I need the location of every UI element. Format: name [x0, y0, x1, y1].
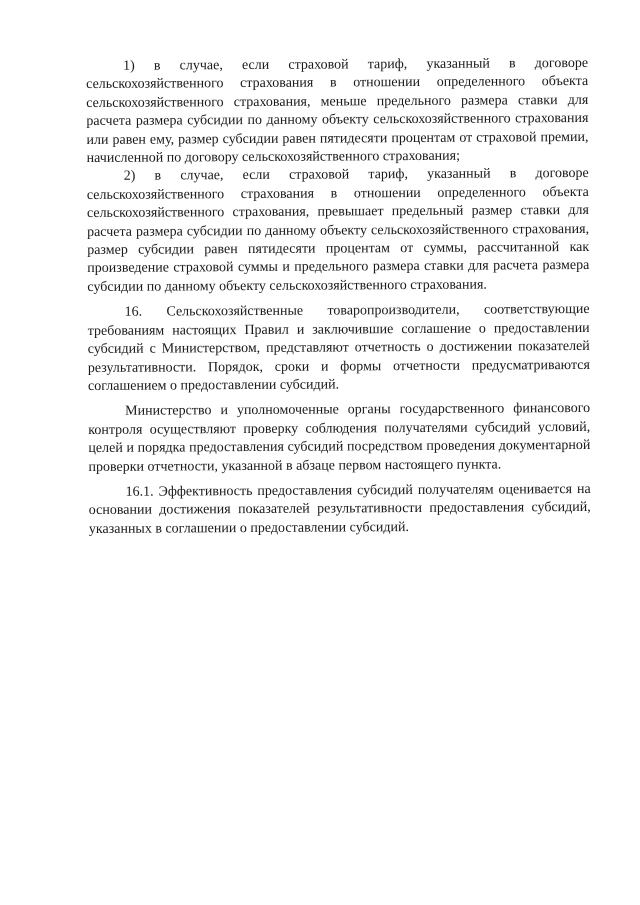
paragraph-item-1: 1) в случае, если страховой тариф, указанный в договоре сельскохозяйственного страхования в отношении определенного объекта сельскохозяйственного страхования, меньше предельного размера ставки для расчета размера субсидии по данному объекту сельскохозяйственного страхования или равен ему, размер субсидии равен пятидесяти процентам от страховой премии, начисленной по договору сельскохозяйственного страхования; — [86, 55, 589, 167]
paragraph-section-16: 16. Сельскохозяйственные товаропроизводители, соответствующие требованиям настоящих Правил и заключившие соглашение о предоставлении субсидий с Министерством, представляют отчетность о достижении показателей результативности. Порядок, сроки и формы отчетности предусматриваются соглашением о предоставлении субсидий. — [87, 302, 590, 394]
paragraph-control: Министерство и уполномоченные органы государственного финансового контроля осуществляют проверку соблюдения получателями субсидий условий, целей и порядка предоставления субсидий посредством проведения документарной проверки отчетности, указанной в абзаце первом настоящего пункта. — [88, 401, 591, 475]
document-page — [86, 55, 591, 539]
paragraph-item-2: 2) в случае, если страховой тариф, указанный в договоре сельскохозяйственного страхования в отношении определенного объекта сельскохозяйственного страхования, превышает предельный размер ставки для расчета размера субсидии по данному объекту сельскохозяйственного страхования, размер субсидии равен пятидесяти процентам от суммы, рассчитанной как произведение страховой суммы и предельного размера ставки для расчета размера субсидии по данному объекту сельскохозяйственного страхования. — [86, 166, 590, 295]
paragraph-section-16-1: 16.1. Эффективность предоставления субсидий получателям оценивается на основании достижения показателей результативности предоставления субсидий, указанных в соглашении о предоставлении субсидий. — [88, 481, 591, 537]
